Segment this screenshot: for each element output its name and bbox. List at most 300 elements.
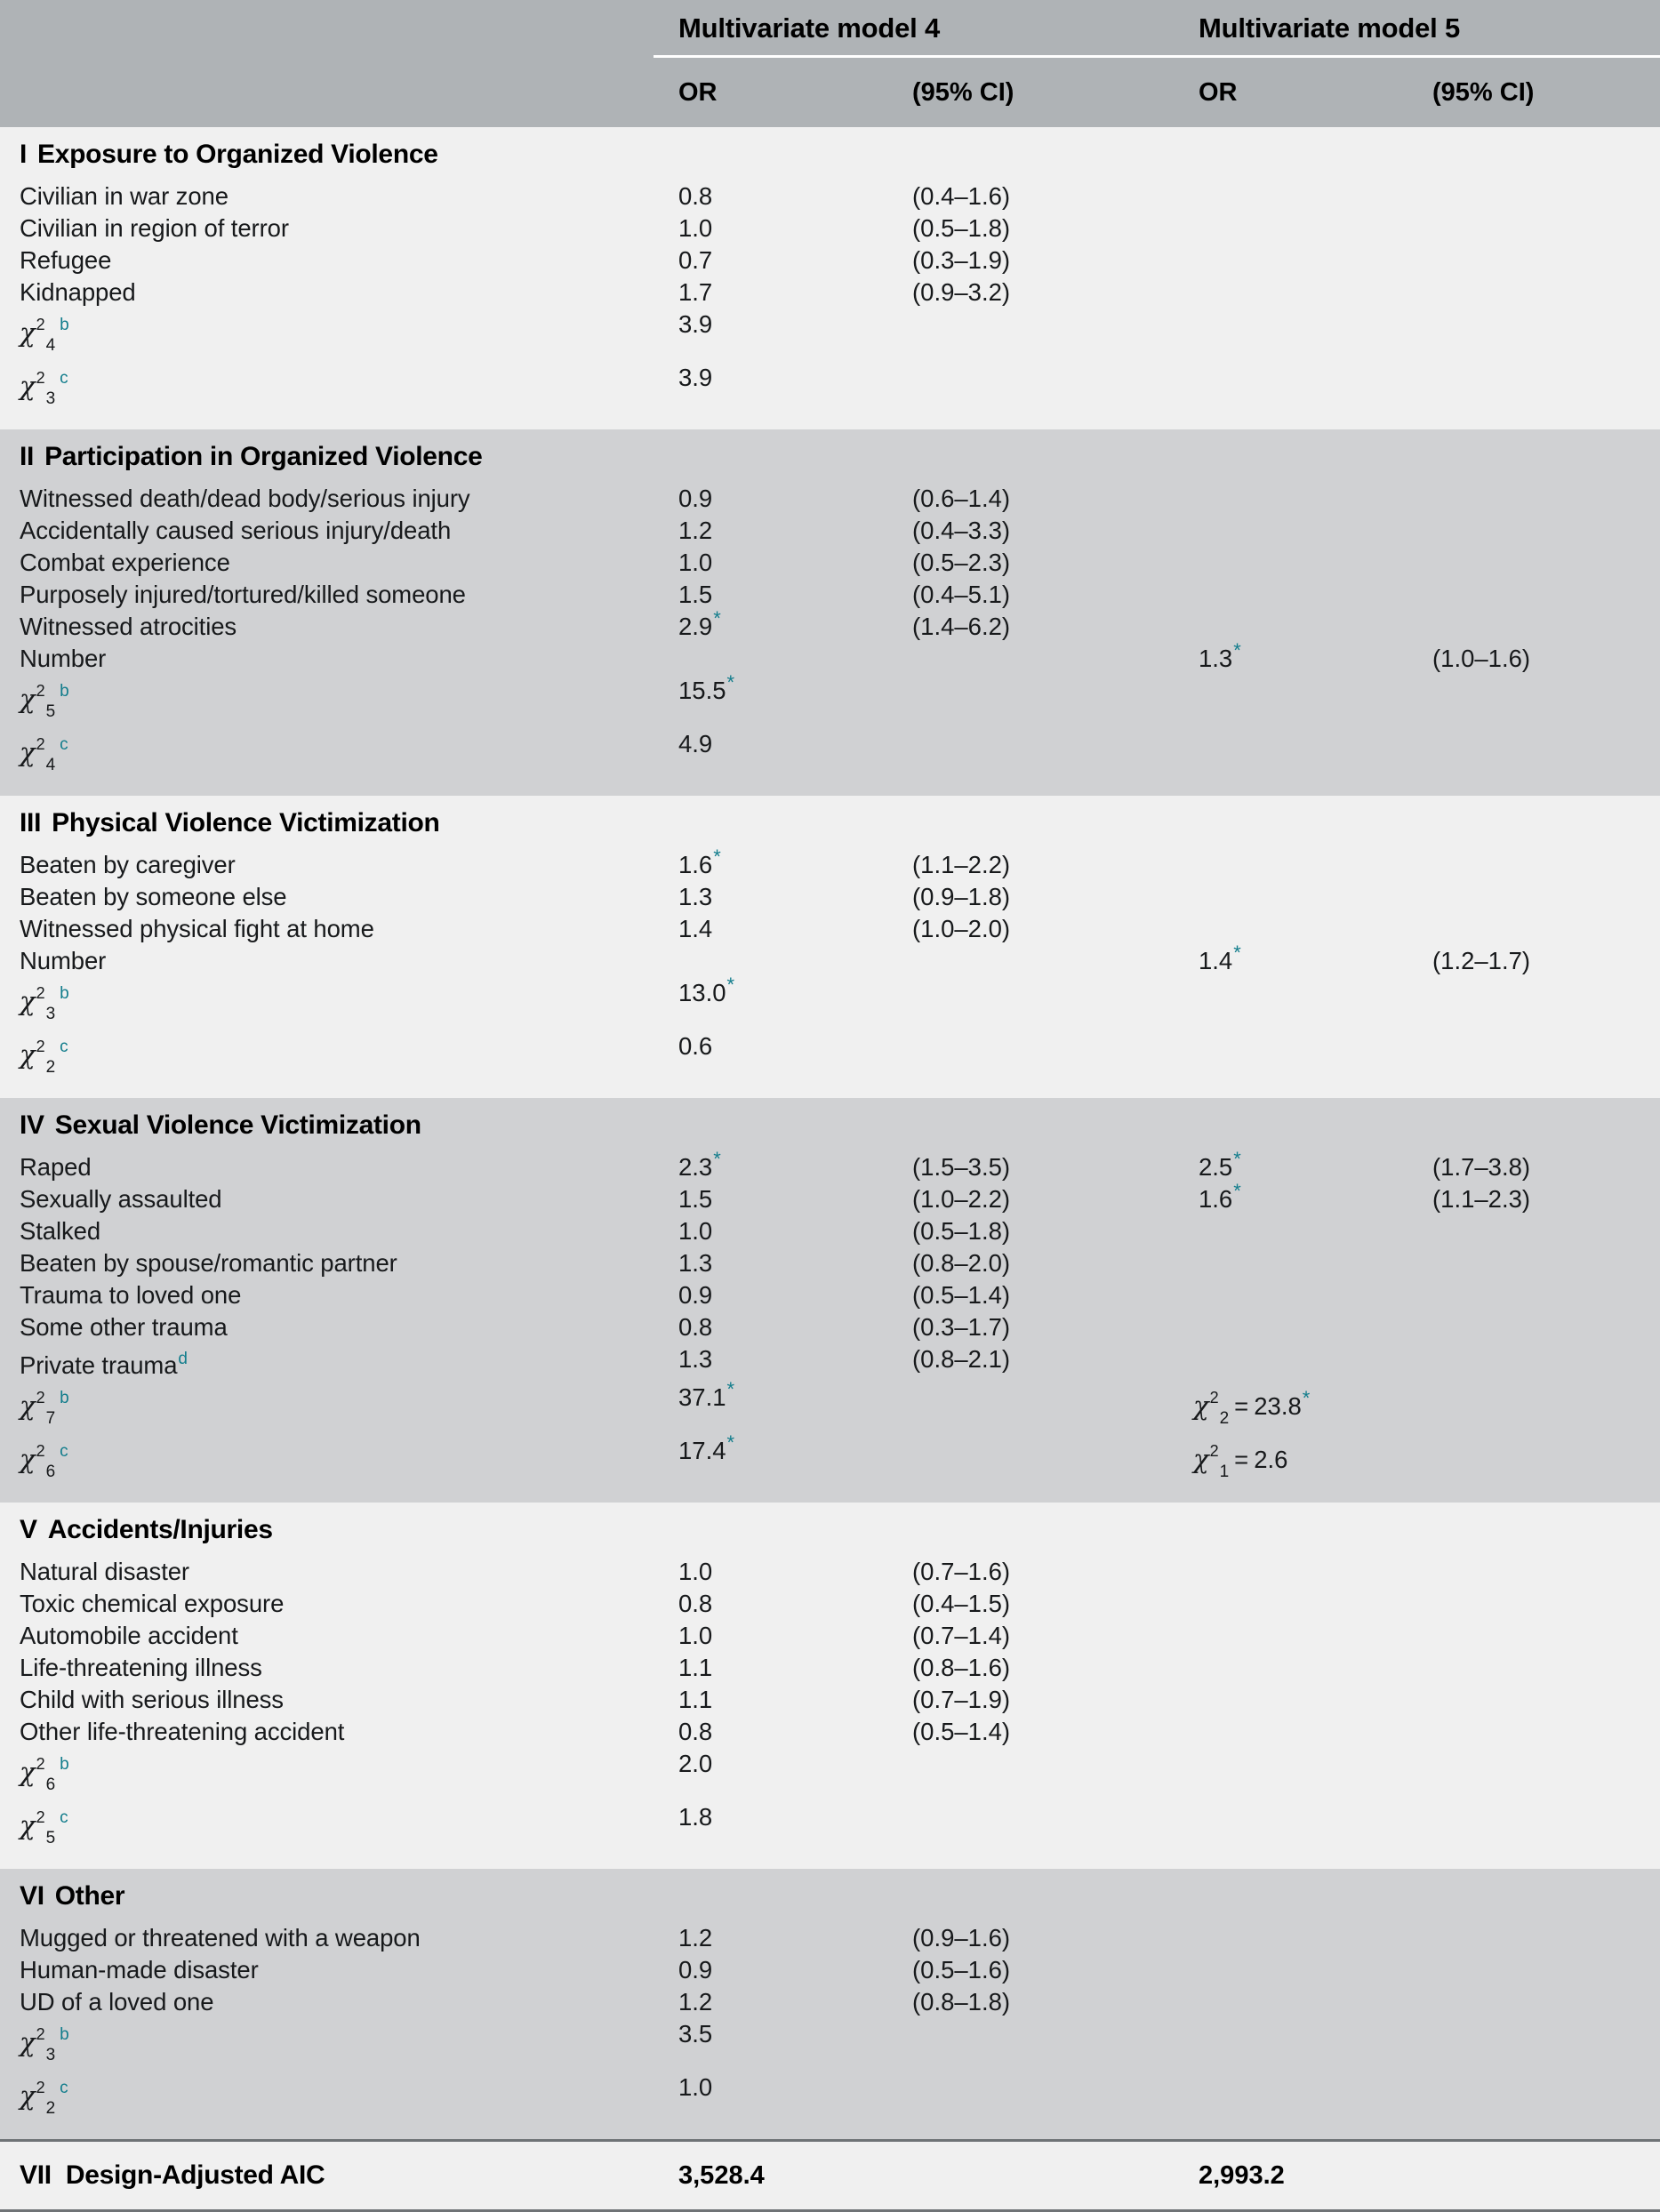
model4-or-value: 1.5	[678, 1185, 713, 1213]
model4-ci-value: (1.1–2.2)	[912, 851, 1011, 878]
model4-ci-value: (0.7–1.4)	[912, 1622, 1011, 1649]
model5-ci-cell	[1409, 1343, 1660, 1382]
chi-square-statistic: $\chi^2_4^c$	[20, 735, 68, 774]
chi-label-cell	[0, 1382, 654, 1435]
chi-df: 3	[45, 2046, 56, 2064]
model5-or-cell	[1174, 1215, 1409, 1247]
significance-star: *	[713, 846, 721, 868]
model4-or-cell	[654, 1556, 889, 1588]
model5-ci-cell	[1409, 244, 1660, 276]
model5-ci-cell	[1409, 611, 1660, 643]
model5-chi-cell	[1174, 1382, 1660, 1435]
model5-chi-cell	[1174, 728, 1660, 781]
model4-or-value: 1.1	[678, 1654, 713, 1681]
model4-or-cell	[654, 515, 889, 547]
model5-ci-cell	[1409, 1279, 1660, 1311]
model5-or-cell	[1174, 611, 1409, 643]
model4-or-cell	[654, 846, 889, 881]
chi-label	[0, 309, 654, 362]
section-numeral: VI	[20, 1881, 44, 1911]
footnote-marker-c: c	[60, 735, 68, 754]
aic-numeral: VII	[20, 2160, 52, 2190]
table-row	[0, 1279, 1660, 1311]
model4-ci-cell	[889, 244, 1174, 276]
model4-or-value: 1.0	[678, 214, 713, 242]
model4-ci-value: (0.9–3.2)	[912, 278, 1011, 306]
chi-square-row	[0, 2072, 1660, 2125]
section-header-row	[0, 1869, 1660, 1922]
table-row	[0, 1620, 1660, 1652]
significance-star: *	[1233, 1148, 1241, 1170]
header-model4-or	[654, 57, 889, 128]
aic-model4-ci-cell	[889, 2141, 1174, 2211]
model5-or-cell	[1174, 1652, 1409, 1684]
model4-ci-cell	[889, 1279, 1174, 1311]
model5-ci-cell	[1409, 579, 1660, 611]
section-numeral: I	[20, 140, 28, 169]
model5-ci-cell	[1409, 1620, 1660, 1652]
section-spacer	[0, 781, 1660, 796]
model4-ci-value: (0.8–2.1)	[912, 1345, 1011, 1373]
model5-or-cell	[1174, 244, 1409, 276]
model5-or-cell	[1174, 483, 1409, 515]
header-model5-group	[1174, 0, 1660, 57]
row-label: Private trauma$^d$	[20, 1350, 188, 1379]
model5-ci-cell	[1409, 1151, 1660, 1183]
chi-square-row	[0, 2018, 1660, 2072]
significance-star: *	[726, 1378, 735, 1400]
model4-or-value: 1.7	[678, 278, 713, 306]
model4-or-cell	[654, 1954, 889, 1986]
chi-square-row	[0, 1801, 1660, 1855]
model4-ci-cell	[889, 1151, 1174, 1183]
model4-ci-value: (1.5–3.5)	[912, 1153, 1011, 1181]
model4-or-value: 2.9*	[678, 607, 721, 640]
chi-df: 2	[1219, 1409, 1230, 1428]
model4-or-cell	[654, 1922, 889, 1954]
row-label: Trauma to loved one	[20, 1281, 242, 1309]
row-label: Refugee	[20, 246, 112, 274]
model4-ci-value: (0.4–5.1)	[912, 581, 1011, 608]
significance-star: *	[1302, 1387, 1311, 1409]
table-row	[0, 212, 1660, 244]
model5-or-label: OR	[1199, 78, 1238, 107]
model4-chi-value: 0.6	[678, 1032, 713, 1060]
chi-square-statistic-model5: $\chi^2_2$	[1193, 1389, 1230, 1428]
row-label-cell	[0, 212, 654, 244]
row-label: Other life-threatening accident	[20, 1718, 345, 1745]
model4-or-cell	[654, 913, 889, 945]
aic-row	[0, 2141, 1660, 2211]
model5-or-cell	[1174, 547, 1409, 579]
chi-square-statistic: $\chi^2_5^b$	[20, 682, 69, 721]
model4-chi-cell	[654, 1378, 889, 1435]
model4-chi-value: 2.0	[678, 1750, 713, 1777]
table-row	[0, 1215, 1660, 1247]
model4-or-cell	[654, 1215, 889, 1247]
chi-df: 6	[45, 1463, 56, 1481]
row-label: Number	[20, 947, 107, 974]
model4-chi-value: 3.5	[678, 2020, 713, 2048]
model5-or-cell	[1174, 1716, 1409, 1748]
section-header-cell	[0, 1869, 654, 1922]
table-row	[0, 1588, 1660, 1620]
model4-ci-value: (0.5–1.4)	[912, 1281, 1011, 1309]
row-label: Civilian in region of terror	[20, 214, 289, 242]
model4-or-cell	[654, 276, 889, 309]
model4-ci-value: (0.7–1.9)	[912, 1686, 1011, 1713]
model4-or-cell	[654, 1311, 889, 1343]
model4-chi-value: 1.0	[678, 2073, 713, 2101]
model4-ci-value: (0.9–1.6)	[912, 1924, 1011, 1952]
row-label-cell	[0, 1620, 654, 1652]
model5-or-cell	[1174, 579, 1409, 611]
model4-or-value: 1.2	[678, 517, 713, 544]
model4-chi-cell	[654, 362, 889, 415]
model4-ci-value: (0.8–1.8)	[912, 1988, 1011, 2016]
row-label: Beaten by caregiver	[20, 851, 236, 878]
aic-title: Design-Adjusted AIC	[65, 2160, 325, 2190]
section-name: Exposure to Organized Violence	[37, 140, 438, 169]
model5-ci-cell	[1409, 881, 1660, 913]
section-numeral: IV	[20, 1110, 44, 1140]
chi-square-row	[0, 1030, 1660, 1084]
model4-ci-cell	[889, 1183, 1174, 1215]
model4-ci-value: (0.5–1.4)	[912, 1718, 1011, 1745]
chi-label-cell	[0, 675, 654, 728]
chi-label-cell	[0, 1435, 654, 1488]
model5-or-cell	[1174, 1986, 1409, 2018]
row-label: Combat experience	[20, 549, 230, 576]
row-label-cell	[0, 180, 654, 212]
model4-or-value: 0.9	[678, 1956, 713, 1984]
model4-or-cell	[654, 1684, 889, 1716]
model5-or-value: 2.5*	[1199, 1148, 1241, 1181]
model5-ci-cell	[1409, 1954, 1660, 1986]
row-label-cell	[0, 1684, 654, 1716]
footnote-marker-b: b	[60, 682, 69, 701]
model4-chi-value: 4.9	[678, 730, 713, 757]
model4-chi-cell	[654, 2072, 889, 2125]
model4-or-value: 1.1	[678, 1686, 713, 1713]
footnote-marker-b: b	[60, 984, 69, 1003]
table-row	[0, 913, 1660, 945]
model4-or-cell	[654, 212, 889, 244]
model4-ci-value: (0.3–1.7)	[912, 1313, 1011, 1341]
model5-ci-cell	[1409, 1652, 1660, 1684]
model4-ci-value: (1.4–6.2)	[912, 613, 1011, 640]
aic-model5-value: 2,993.2	[1199, 2160, 1285, 2190]
model4-or-value: 1.4	[678, 915, 713, 942]
chi-label-cell	[0, 977, 654, 1030]
section-header-row	[0, 429, 1660, 483]
model4-or-cell	[654, 579, 889, 611]
chi-label-cell	[0, 2072, 654, 2125]
significance-star: *	[726, 1431, 735, 1454]
model4-ci-cell	[889, 1954, 1174, 1986]
chi-square-row	[0, 728, 1660, 781]
chi-square-statistic: $\chi^2_3^b$	[20, 2025, 69, 2064]
model5-or-cell	[1174, 1311, 1409, 1343]
row-label-cell	[0, 244, 654, 276]
section-name: Other	[54, 1881, 125, 1911]
table-row	[0, 1684, 1660, 1716]
model4-chi-value: 15.5*	[678, 671, 735, 704]
row-label: Toxic chemical exposure	[20, 1590, 285, 1617]
section-spacer	[0, 1488, 1660, 1503]
model4-or-cell	[654, 244, 889, 276]
model5-ci-cell	[1409, 1986, 1660, 2018]
row-label-cell	[0, 1986, 654, 2018]
model5-chi-cell	[1174, 1030, 1660, 1084]
model4-ci-cell	[889, 1556, 1174, 1588]
table-row	[0, 881, 1660, 913]
model4-ci-cell	[889, 212, 1174, 244]
table-row	[0, 1556, 1660, 1588]
chi-df: 7	[45, 1409, 56, 1428]
section-header-cell	[0, 796, 654, 849]
section-header-cell	[0, 127, 654, 180]
significance-star: *	[726, 671, 735, 693]
model5-or-cell	[1174, 1343, 1409, 1382]
model4-ci-cell	[889, 579, 1174, 611]
model5-or-cell	[1174, 1148, 1409, 1183]
model5-or-value: 1.4*	[1199, 942, 1241, 974]
row-label: Life-threatening illness	[20, 1654, 262, 1681]
aic-model4-value: 3,528.4	[678, 2160, 765, 2190]
model4-chi-value: 3.9	[678, 364, 713, 391]
row-label: Sexually assaulted	[20, 1185, 222, 1213]
chi-value: 23.8	[1254, 1392, 1302, 1420]
model4-ci-cell	[889, 1343, 1174, 1382]
significance-star: *	[713, 607, 721, 629]
model4-chi-cell	[654, 1431, 889, 1488]
model5-ci-cell	[1409, 483, 1660, 515]
table-row	[0, 579, 1660, 611]
model4-ci-value: (0.3–1.9)	[912, 246, 1011, 274]
model4-or-label: OR	[678, 78, 718, 107]
model4-ci-cell	[889, 1247, 1174, 1279]
table-row	[0, 1311, 1660, 1343]
row-label-cell	[0, 611, 654, 643]
section-title	[0, 1517, 654, 1543]
model4-ci-cell	[889, 913, 1174, 945]
model4-or-value: 0.9	[678, 1281, 713, 1309]
model4-or-value: 0.8	[678, 1590, 713, 1617]
model4-ci-value: (0.5–2.3)	[912, 549, 1011, 576]
row-label-cell	[0, 579, 654, 611]
row-label: Civilian in war zone	[20, 182, 229, 210]
table-row	[0, 849, 1660, 881]
table-row	[0, 547, 1660, 579]
table-row	[0, 483, 1660, 515]
model5-or-cell	[1174, 1556, 1409, 1588]
model5-chi-cell	[1174, 362, 1660, 415]
significance-star: *	[713, 1148, 721, 1170]
section-name: Physical Violence Victimization	[52, 808, 440, 838]
table-row	[0, 643, 1660, 675]
chi-label	[0, 362, 654, 415]
section-header-row	[0, 127, 1660, 180]
chi-df: 3	[45, 389, 56, 408]
model4-ci-cell	[889, 1652, 1174, 1684]
table-row	[0, 1922, 1660, 1954]
model4-or-cell	[654, 643, 889, 675]
model5-ci-value: (1.1–2.3)	[1432, 1185, 1531, 1213]
model4-or-value: 1.3	[678, 883, 713, 910]
model4-ci-cell	[889, 1588, 1174, 1620]
model4-chi-value: 17.4*	[678, 1431, 735, 1464]
model5-or-cell	[1174, 1922, 1409, 1954]
model4-chi-value: 1.8	[678, 1803, 713, 1831]
section-name: Participation in Organized Violence	[44, 442, 483, 471]
model5-ci-label: (95% CI)	[1432, 78, 1535, 107]
model4-or-cell	[654, 1247, 889, 1279]
model5-ci-cell	[1409, 643, 1660, 675]
section-spacer	[0, 2125, 1660, 2141]
chi-label-cell	[0, 1801, 654, 1855]
section-numeral: III	[20, 808, 42, 838]
model4-ci-value: (0.9–1.8)	[912, 883, 1011, 910]
chi-square-row	[0, 1382, 1660, 1435]
row-label: Purposely injured/tortured/killed someone	[20, 581, 466, 608]
chi-label	[0, 2018, 654, 2072]
model4-ci-cell	[889, 611, 1174, 643]
chi-df: 4	[45, 336, 56, 355]
significance-star: *	[1233, 1180, 1241, 1202]
model4-or-value: 1.0	[678, 1217, 713, 1245]
row-label-cell	[0, 515, 654, 547]
footnote-marker-b: b	[60, 316, 69, 334]
model5-ci-cell	[1409, 547, 1660, 579]
chi-square-statistic: $\chi^2_2^c$	[20, 1038, 68, 1077]
aic-model4-cell	[654, 2141, 889, 2211]
model5-ci-cell	[1409, 849, 1660, 881]
section-spacer	[0, 1084, 1660, 1098]
row-label: Automobile accident	[20, 1622, 238, 1649]
model4-ci-cell	[889, 1215, 1174, 1247]
aic-model5-ci-cell	[1409, 2141, 1660, 2211]
row-label: Natural disaster	[20, 1558, 189, 1585]
model4-or-cell	[654, 180, 889, 212]
model5-chi-cell	[1174, 2072, 1660, 2125]
chi-label	[0, 728, 654, 781]
model4-or-cell	[654, 1986, 889, 2018]
model5-ci-cell	[1409, 1716, 1660, 1748]
model4-ci-cell	[889, 945, 1174, 977]
model4-ci-cell	[889, 643, 1174, 675]
row-label-cell	[0, 1954, 654, 1986]
model5-chi-cell	[1174, 977, 1660, 1030]
row-label: Beaten by someone else	[20, 883, 287, 910]
chi-square-statistic: $\chi^2_6^b$	[20, 1755, 69, 1794]
section-header-cell	[0, 1098, 654, 1151]
model5-or-cell	[1174, 1588, 1409, 1620]
chi-value: 2.6	[1254, 1446, 1288, 1473]
model5-ci-cell	[1409, 1247, 1660, 1279]
row-label-cell	[0, 1652, 654, 1684]
row-label-cell	[0, 1279, 654, 1311]
chi-df: 5	[45, 702, 56, 721]
chi-square-row	[0, 675, 1660, 728]
row-label: Kidnapped	[20, 278, 136, 306]
model5-ci-value: (1.0–1.6)	[1432, 645, 1531, 672]
chi-square-statistic: $\chi^2_3^c$	[20, 369, 68, 408]
chi-label-cell	[0, 2018, 654, 2072]
chi-label	[0, 1382, 654, 1435]
table-row	[0, 1954, 1660, 1986]
model4-ci-cell	[889, 881, 1174, 913]
significance-star: *	[726, 974, 735, 996]
model4-ci-cell	[889, 1311, 1174, 1343]
header-model4-group	[654, 0, 1174, 57]
model5-chi-cell	[1174, 2018, 1660, 2072]
row-label: Child with serious illness	[20, 1686, 284, 1713]
model4-or-value: 1.0	[678, 549, 713, 576]
aic-label	[0, 2160, 654, 2191]
chi-square-statistic: $\chi^2_3^b$	[20, 984, 69, 1023]
model4-or-cell	[654, 1620, 889, 1652]
header-column-row	[0, 57, 1660, 128]
model5-ci-cell	[1409, 180, 1660, 212]
table-body	[0, 127, 1660, 2141]
model5-or-cell	[1174, 1684, 1409, 1716]
model5-chi-cell	[1174, 1435, 1660, 1488]
model4-ci-cell	[889, 849, 1174, 881]
significance-star: *	[1233, 639, 1241, 661]
chi-label-cell	[0, 309, 654, 362]
model5-or-value: 1.3*	[1199, 639, 1241, 672]
chi-square-row	[0, 362, 1660, 415]
model5-group-title: Multivariate model 5	[1199, 12, 1461, 44]
equals-sign: =	[1234, 1392, 1249, 1420]
model5-ci-cell	[1409, 515, 1660, 547]
model5-ci-cell	[1409, 1311, 1660, 1343]
section-spacer	[0, 1855, 1660, 1869]
section-header-row	[0, 1098, 1660, 1151]
section-title	[0, 810, 654, 837]
row-label-cell	[0, 1556, 654, 1588]
model4-ci-cell	[889, 1716, 1174, 1748]
chi-label-cell	[0, 728, 654, 781]
table-header	[0, 0, 1660, 127]
model5-ci-cell	[1409, 945, 1660, 977]
table-row	[0, 1343, 1660, 1382]
model5-ci-cell	[1409, 1215, 1660, 1247]
model4-or-value: 0.9	[678, 485, 713, 512]
model4-or-cell	[654, 1343, 889, 1382]
model5-chi-cell	[1174, 675, 1660, 728]
footnote-marker-b: b	[60, 1389, 69, 1407]
model5-or-cell	[1174, 1279, 1409, 1311]
row-label-cell	[0, 945, 654, 977]
model4-ci-cell	[889, 483, 1174, 515]
model5-or-cell	[1174, 276, 1409, 309]
model4-ci-value: (0.5–1.8)	[912, 1217, 1011, 1245]
chi-square-row	[0, 1748, 1660, 1801]
section-spacer	[0, 415, 1660, 429]
model4-ci-cell	[889, 1986, 1174, 2018]
row-label: Raped	[20, 1153, 92, 1181]
footnote-marker-c: c	[60, 2079, 68, 2097]
chi-square-statistic: $\chi^2_7^b$	[20, 1389, 69, 1428]
model4-or-value: 0.8	[678, 1313, 713, 1341]
model4-or-value: 1.6*	[678, 846, 721, 878]
footnote-marker-d: d	[178, 1350, 188, 1368]
section-name: Accidents/Injuries	[47, 1515, 273, 1544]
chi-square-statistic: $\chi^2_5^c$	[20, 1808, 68, 1847]
model5-ci-cell	[1409, 1922, 1660, 1954]
